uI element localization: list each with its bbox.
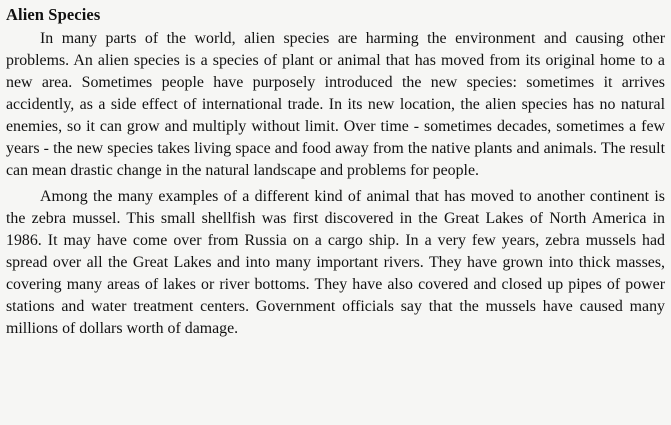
document-title: Alien Species <box>6 5 101 24</box>
paragraph-1: In many parts of the world, alien species are harming the environment and causing other problems. An alien species is a species of plant or animal that has moved from its original home to a new area. Sometimes people have purposely introduced the new species: sometimes it arrives accidently, as a side effect of international trade. In its new location, the alien species has no natural enemies, so it can grow and multiply without limit. Over time - sometimes decades, sometimes a few years - the new species takes living space and food away from the native plants and animals. The result can mean drastic change in the natural landscape and problems for people. <box>6 30 665 179</box>
paragraph-2: Among the many examples of a different kind of animal that has moved to another continent is the zebra mussel. This small shellfish was first discovered in the Great Lakes of North America in 1986. It may have come over from Russia on a cargo ship. In a very few years, zebra mussels had spread over all the Great Lakes and into many important rivers. They have grown into thick masses, covering many areas of lakes or river bottoms. They have also covered and closed up pipes of power stations and water treatment centers. Government officials say that the mussels have caused many millions of dollars worth of damage. <box>6 188 665 337</box>
